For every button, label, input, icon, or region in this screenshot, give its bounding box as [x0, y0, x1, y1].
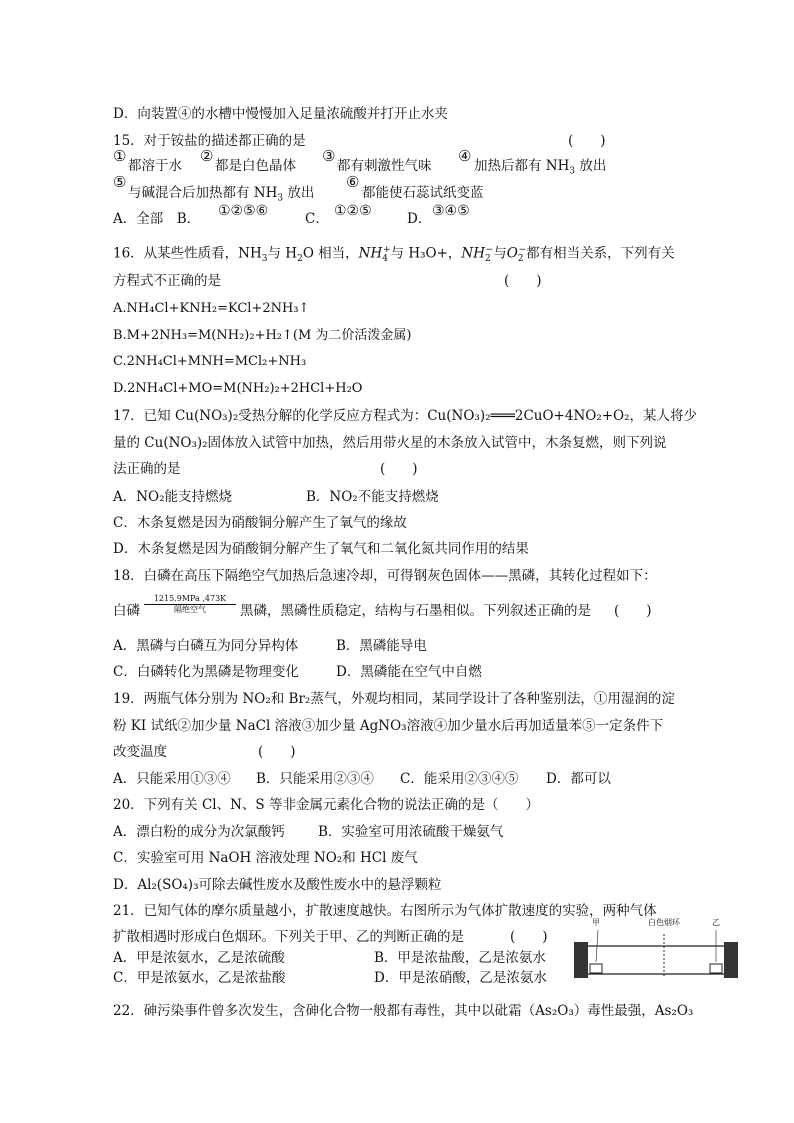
q15-option-c-label: C．	[305, 211, 329, 227]
q19-option-c: C．能采用②③④⑤	[400, 771, 519, 787]
q17-option-d: D．木条复燃是因为硝酸铜分解产生了氧气和二氧化氮共同作用的结果	[113, 541, 529, 557]
q21-answer-paren: ( )	[510, 929, 548, 945]
q15-item-6: 都能使石蕊试纸变蓝	[362, 185, 484, 201]
q16-answer-paren: ( )	[504, 273, 542, 289]
q17-stem-line2: 量的 Cu(NO₃)₂固体放入试管中加热，然后用带火星的木条放入试管中，木条复燃，则下列说	[113, 435, 667, 451]
q16-stem-line1: 16．从某些性质看，$NH_3$与 $H_2O$ 相当，$NH_4^+$与 H₃O+，$NH_2^-$与$O_2^-$都有相当关系，下列有关	[113, 245, 675, 265]
q18-stem-line1: 18．白磷在高压下隔绝空气加热后急速冷却，可得钢灰色固体——黑磷，其转化过程如下：	[113, 568, 657, 584]
q20-option-d: D．Al₂(SO₄)₃可除去碱性废水及酸性废水中的悬浮颗粒	[113, 877, 442, 893]
q15-option-a: A．全部 B．	[113, 211, 201, 227]
q15-circle-3: ③	[322, 147, 336, 165]
right-stopper	[724, 942, 738, 978]
option-d-previous: D．向装置④的水槽中慢慢加入足量浓硫酸并打开止水夹	[113, 106, 448, 122]
q16-option-d: D.2NH₄Cl+MO=M(NH₂)₂+2HCl+H₂O	[113, 381, 363, 396]
q15-item-2: 都是白色晶体	[215, 158, 296, 174]
q17-option-b: B．NO₂不能支持燃烧	[306, 489, 439, 505]
q16-option-a: A.NH₄Cl+KNH₂=KCl+2NH₃↑	[113, 301, 310, 316]
q19-answer-paren: ( )	[258, 744, 296, 760]
q19-stem-line1: 19．两瓶气体分别为 NO₂和 Br₂蒸气，外观均相同，某同学设计了各种鉴别法，①用湿润的淀	[113, 691, 675, 707]
q15-stem: 15．对于铵盐的描述都正确的是	[113, 133, 306, 149]
q16-option-c: C.2NH₄Cl+MNH=MCl₂+NH₃	[113, 354, 307, 369]
fig-label-smoke-ring: 白色烟环	[648, 918, 680, 927]
q15-option-c: ①②⑤	[334, 203, 372, 219]
q18-white-phosphorus: 白磷	[113, 603, 140, 619]
q15-circle-6: ⑥	[346, 173, 360, 191]
q18-reaction-arrow	[142, 594, 238, 614]
q15-circle-1: ①	[113, 147, 127, 165]
q19-option-a: A．只能采用①③④	[113, 771, 231, 787]
q17-option-c: C．木条复燃是因为硝酸铜分解产生了氧气的缘故	[113, 515, 407, 531]
q20-option-a: A．漂白粉的成分为次氯酸钙	[113, 824, 285, 840]
q20-option-b: B．实验室可用浓硫酸干燥氨气	[318, 824, 504, 840]
q16-option-b: B.M+2NH₃=M(NH₂)₂+H₂↑(M 为二价活泼金属)	[113, 328, 412, 343]
q20-option-c: C．实验室可用 NaOH 溶液处理 NO₂和 HCl 废气	[113, 850, 418, 866]
q22-stem: 22．砷污染事件曾多次发生，含砷化合物一般都有毒性，其中以砒霜（As₂O₃）毒性最强，As₂O₃	[113, 1003, 694, 1019]
fig-label-jia: 甲	[592, 918, 600, 927]
q17-stem-line1: 17．已知 Cu(NO₃)₂受热分解的化学反应方程式为：Cu(NO₃)₂═══2CuO+4NO₂+O₂，某人将少	[113, 408, 698, 424]
q15-circle-2: ②	[200, 147, 214, 165]
q18-stem-line2: 黑磷，黑磷性质稳定，结构与石墨相似。下列叙述正确的是	[240, 603, 591, 619]
q17-option-a: A．NO₂能支持燃烧	[113, 489, 233, 505]
q21-option-d: D．甲是浓硝酸，乙是浓氨水	[374, 970, 547, 986]
q15-item-5: 与碱混合后加热都有 $NH_3$ 放出	[128, 185, 315, 204]
q18-option-d: D．黑磷能在空气中自燃	[336, 664, 482, 680]
q15-item-3: 都有刺激性气味	[337, 158, 432, 174]
diffusion-apparatus-figure	[572, 918, 740, 980]
q15-item-1: 都溶于水	[128, 158, 182, 174]
q18-option-b: B．黑磷能导电	[336, 638, 427, 654]
q17-stem-line3: 法正确的是	[113, 461, 181, 477]
q15-answer-paren: ( )	[568, 133, 606, 149]
q20-stem: 20．下列有关 Cl、N、S 等非金属元素化合物的说法正确的是（ ）	[113, 797, 539, 813]
q18-option-a: A．黑磷与白磷互为同分异构体	[113, 638, 299, 654]
q19-option-d: D．都可以	[546, 771, 611, 787]
q18-option-c: C．白磷转化为黑磷是物理变化	[113, 664, 299, 680]
q15-circle-5: ⑤	[113, 173, 127, 191]
q21-stem-line1: 21．已知气体的摩尔质量越小，扩散速度越快。右图所示为气体扩散速度的实验，两种气体	[113, 903, 657, 919]
right-cotton	[710, 964, 722, 973]
q17-answer-paren: ( )	[380, 461, 418, 477]
q15-circle-4: ④	[458, 147, 472, 165]
q19-stem-line2: 粉 KI 试纸②加少量 NaCl 溶液③加少量 AgNO₃溶液④加少量水后再加适量苯⑤一定条件下	[113, 718, 664, 734]
left-stopper	[574, 942, 588, 978]
diffusion-tube-drawing	[572, 924, 740, 980]
q15-option-b: ①②⑤⑥	[218, 203, 269, 219]
q18-condition-top: 1215.9MPa ,473K	[153, 594, 227, 603]
fig-label-yi: 乙	[712, 918, 720, 927]
q18-answer-paren: ( )	[614, 603, 652, 619]
q19-stem-line3: 改变温度	[113, 744, 167, 760]
q16-stem-line2: 方程式不正确的是	[113, 273, 221, 289]
q21-option-a: A．甲是浓氨水，乙是浓硫酸	[113, 950, 285, 966]
left-cotton	[590, 964, 602, 973]
q19-option-b: B．只能采用②③④	[256, 771, 374, 787]
q21-stem-line2: 扩散相遇时形成白色烟环。下列关于甲、乙的判断正确的是	[113, 929, 464, 945]
q21-option-c: C．甲是浓氨水，乙是浓盐酸	[113, 970, 286, 986]
q15-option-d: ③④⑤	[432, 203, 470, 219]
q18-condition-bottom: 隔绝空气	[174, 605, 206, 614]
q15-item-4: 加热后都有 $NH_3$ 放出	[474, 158, 607, 177]
q21-option-b: B．甲是浓盐酸，乙是浓氨水	[374, 950, 546, 966]
q15-option-d-label: D．	[407, 211, 432, 227]
